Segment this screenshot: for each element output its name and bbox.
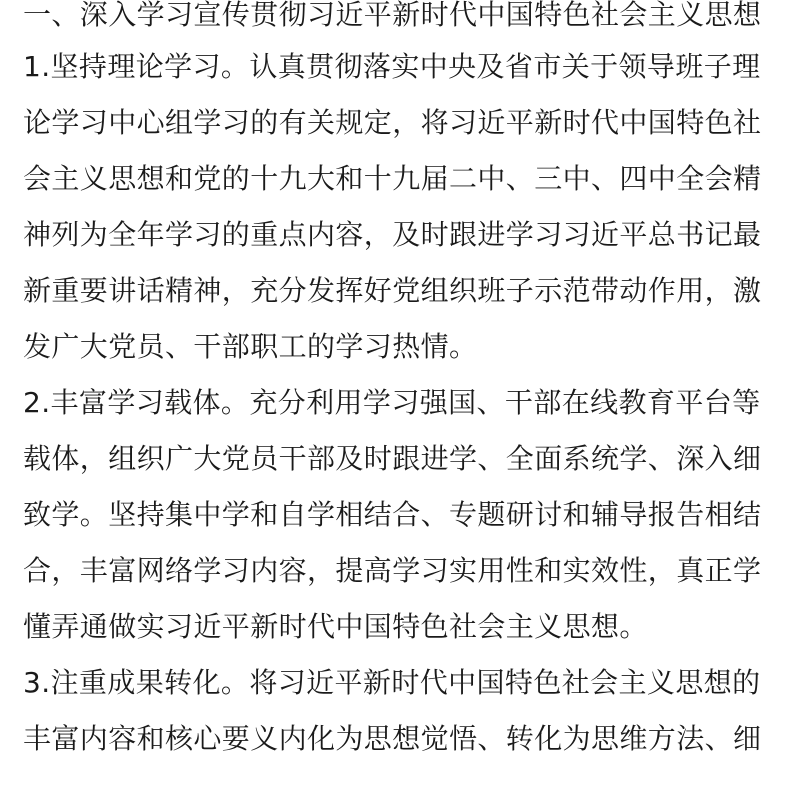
section-heading: 一、深入学习宣传贯彻习近平新时代中国特色社会主义思想 [23,0,762,31]
paragraph-1-line: 神列为全年学习的重点内容，及时跟进学习习近平总书记最 [23,218,762,251]
paragraph-2-line: 载体，组织广大党员干部及时跟进学、全面系统学、深入细 [23,442,762,475]
paragraph-1-line: 发广大党员、干部职工的学习热情。 [23,330,478,363]
paragraph-3-line: 丰富内容和核心要义内化为思想觉悟、转化为思维方法、细 [23,722,762,755]
paragraph-1-line: 论学习中心组学习的有关规定，将习近平新时代中国特色社 [23,106,762,139]
paragraph-1-line: 新重要讲话精神，充分发挥好党组织班子示范带动作用，激 [23,274,762,307]
paragraph-2-line: 懂弄通做实习近平新时代中国特色社会主义思想。 [23,610,648,643]
paragraph-3-line: 3.注重成果转化。将习近平新时代中国特色社会主义思想的 [23,666,761,699]
paragraph-1-line: 1.坚持理论学习。认真贯彻落实中央及省市关于领导班子理 [23,50,761,83]
paragraph-2-line: 合，丰富网络学习内容，提高学习实用性和实效性，真正学 [23,554,762,587]
paragraph-2-line: 2.丰富学习载体。充分利用学习强国、干部在线教育平台等 [23,386,761,419]
paragraph-2-line: 致学。坚持集中学和自学相结合、专题研讨和辅导报告相结 [23,498,762,531]
paragraph-1-line: 会主义思想和党的十九大和十九届二中、三中、四中全会精 [23,162,762,195]
